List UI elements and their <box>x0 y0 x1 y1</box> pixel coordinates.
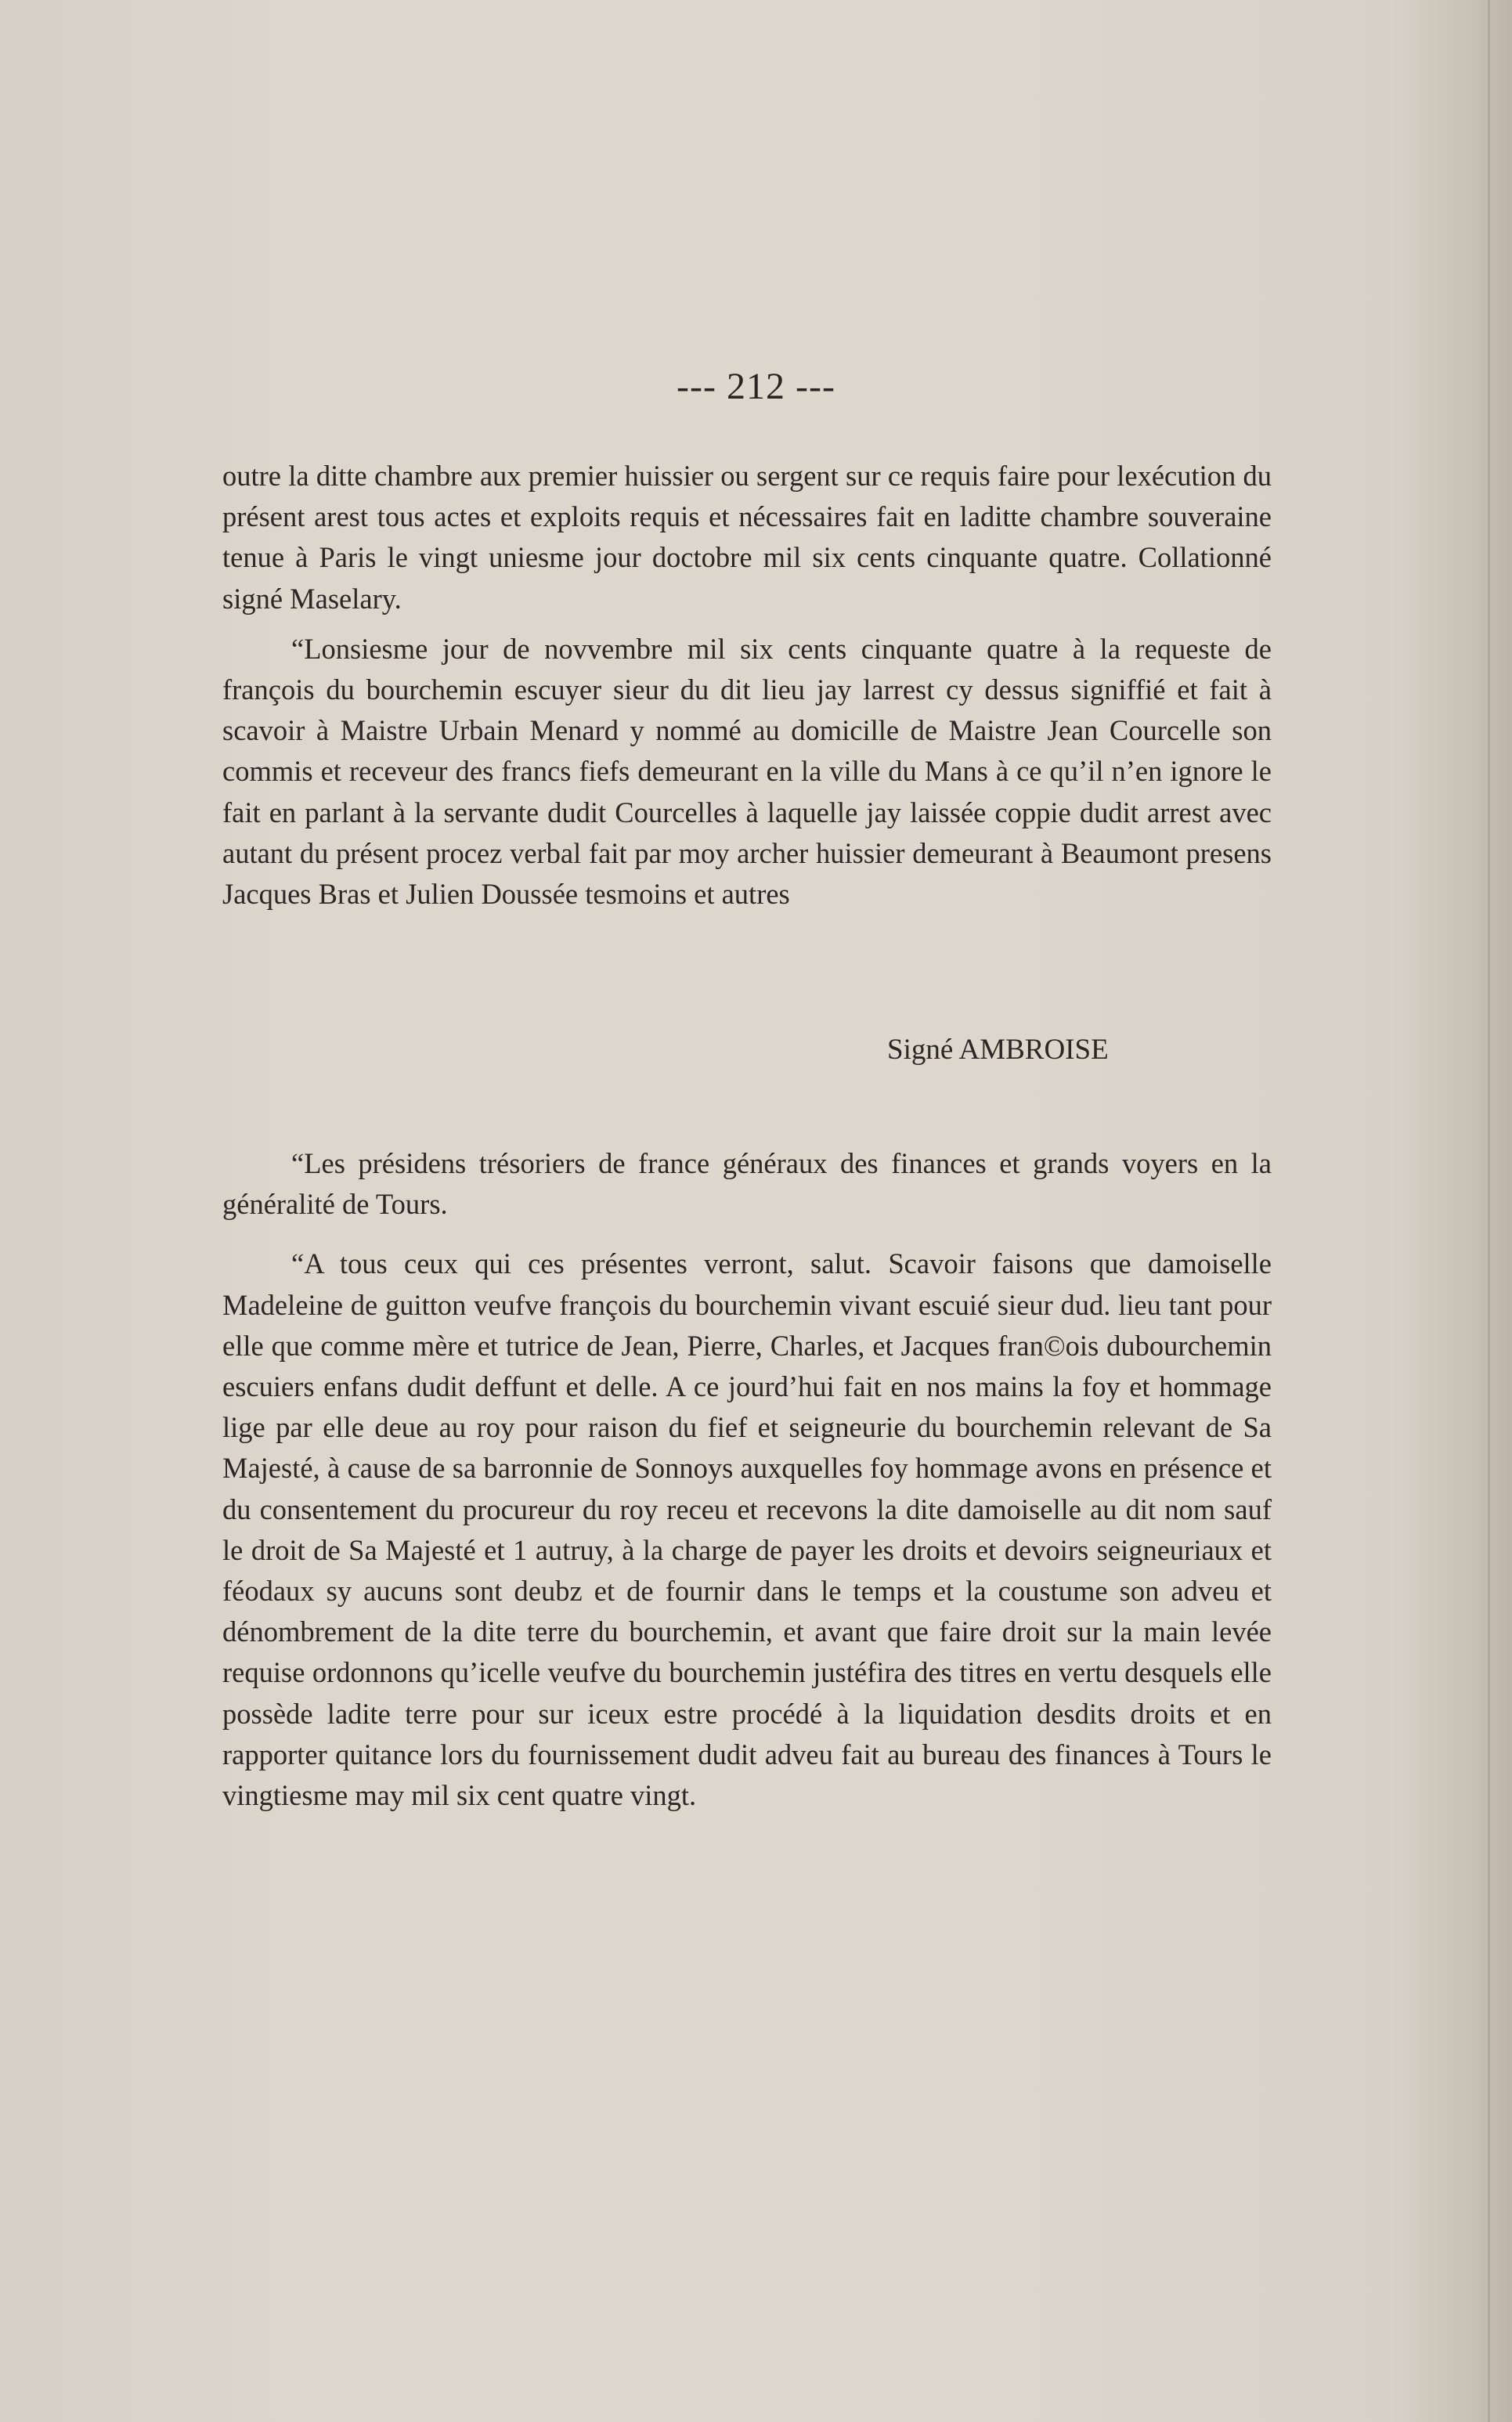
paragraph-foy-hommage: “A tous ceux qui ces présentes verront, salut. Scavoir faisons que damoiselle Madeleine de guitton veufve françois du bourchemin vivant escuié sieur dud. lieu tant pour elle que comme mère et tutrice de Jean, Pierre, Charles, et Jacques fran©ois dubourchemin escuiers enfans dudit deffunt et delle. A ce jourd’hui fait en nos mains la foy et hommage lige par elle deue au roy pour raison du fief et seigneurie du bourchemin relevant de Sa Majesté, à cause de sa barronnie de Sonnoys auxquelles foy hommage avons en présence et du consentement du procureur du roy receu et recevons la dite damoiselle au dit nom sauf le droit de Sa Majesté et 1 autruy, à la charge de payer les droits et devoirs seigneuriaux et féodaux sy aucuns sont deubz et de fournir dans le temps et la coustume son adveu et dénombrement de la dite terre du bourchemin, et avant que faire droit sur la main levée requise ordonnons qu’icelle veufve du bourchemin justéfira des titres en vertu desquels elle possède ladite terre pour sur iceux estre procédé à la liquidation desdits droits et en rapporter quitance lors du fournissement dudit adveu fait au bureau des finances à Tours le vingtiesme may mil six cent quatre vingt. <box>222 1247 1272 1812</box>
text-block-arrest <box>222 456 1272 915</box>
page-edge <box>1488 0 1490 2422</box>
page-number: --- 212 --- <box>677 366 835 407</box>
paragraph-arrest-end: outre la ditte chambre aux premier huissier ou sergent sur ce requis faire pour lexécution du présent arest tous actes et exploits requis et nécessaires fait en laditte chambre souveraine tenue à Paris le vingt uniesme jour doctobre mil six cents cinquante quatre. Collationné signé Maselary. <box>222 460 1272 615</box>
paragraph-signification: “Lonsiesme jour de novvembre mil six cents cinquante quatre à la requeste de françois du bourchemin escuyer sieur du dit lieu jay larrest cy dessus signiffié et fait à scavoir à Maistre Urbain Menard y nommé au domicille de Maistre Jean Courcelle son commis et receveur des francs fiefs demeurant en la ville du Mans à ce qu’il n’en ignore le fait en parlant à la servante dudit Courcelles à laquelle jay laissée coppie dudit arrest avec autant du présent procez verbal fait par moy archer huissier demeurant à Beaumont presens Jacques Bras et Julien Doussée tesmoins et autres <box>222 632 1272 911</box>
text-block-hommage <box>222 1143 1272 1816</box>
signature-ambroise: Signé AMBROISE <box>887 1034 1109 1066</box>
paragraph-presidens: “Les présidens trésoriers de france généraux des finances et grands voyers en la généralité de Tours. <box>222 1147 1272 1221</box>
